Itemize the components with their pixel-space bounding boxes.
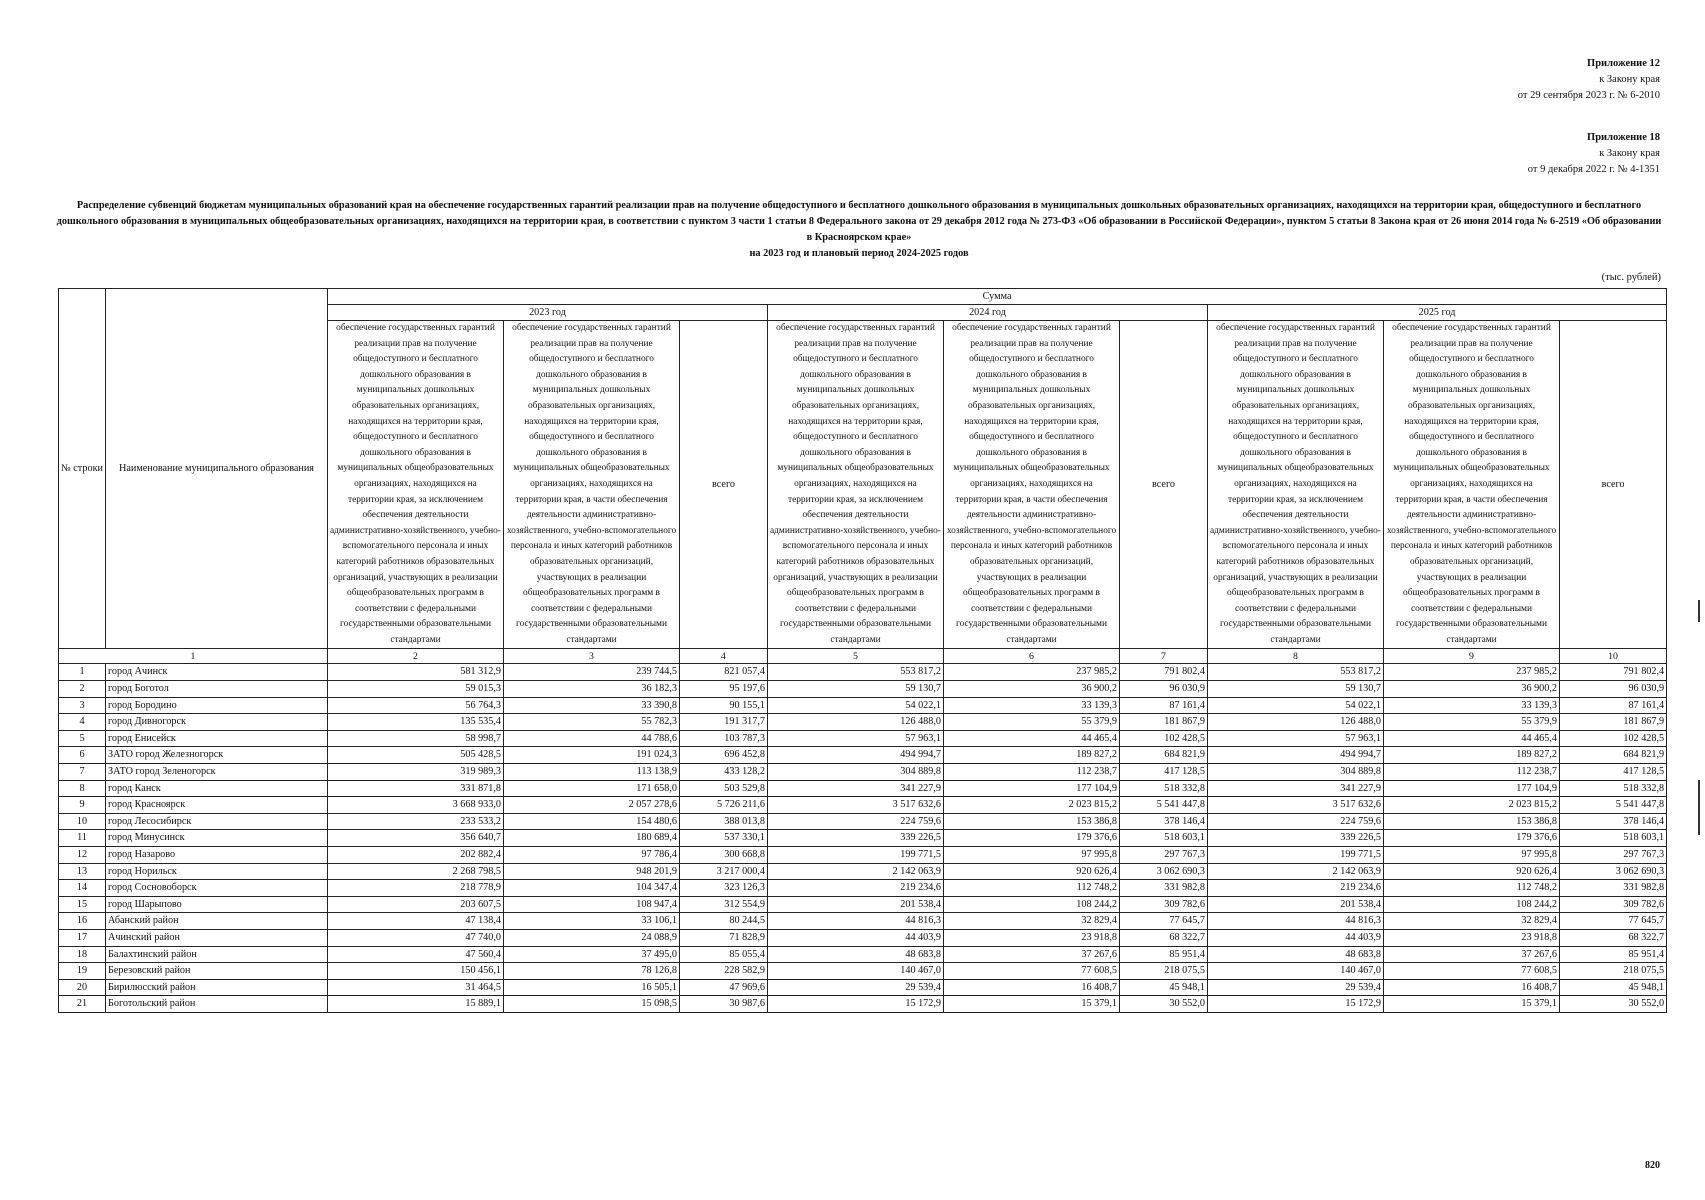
value-cell: 3 217 000,4 [680,863,768,880]
value-cell: 2 142 063,9 [1208,863,1384,880]
value-cell: 68 322,7 [1120,929,1208,946]
value-cell: 16 408,7 [944,979,1120,996]
value-cell: 85 951,4 [1120,946,1208,963]
table-row [59,681,1667,698]
municipality-cell: город Лесосибирск [106,813,328,830]
value-cell: 339 226,5 [768,830,944,847]
table-row [59,996,1667,1013]
value-cell: 5 541 447,8 [1120,797,1208,814]
value-cell: 58 998,7 [328,730,504,747]
appendix-18-title: Приложение 18 [1587,132,1660,143]
value-cell: 304 889,8 [768,764,944,781]
value-cell: 553 817,2 [1208,664,1384,681]
value-cell: 30 552,0 [1120,996,1208,1013]
municipality-cell: город Енисейск [106,730,328,747]
value-cell: 309 782,6 [1560,896,1667,913]
value-cell: 503 529,8 [680,780,768,797]
row-number-cell: 3 [59,697,106,714]
value-cell: 55 782,3 [504,714,680,731]
value-cell: 219 234,6 [1208,880,1384,897]
value-cell: 433 128,2 [680,764,768,781]
value-cell: 309 782,6 [1120,896,1208,913]
table-row [59,963,1667,980]
table-body [59,664,1667,1012]
value-cell: 177 104,9 [944,780,1120,797]
appendix-12-to-law: к Закону края [1599,74,1660,85]
value-cell: 191 024,3 [504,747,680,764]
value-cell: 102 428,5 [1560,730,1667,747]
value-cell: 203 607,5 [328,896,504,913]
value-cell: 33 139,3 [944,697,1120,714]
value-cell: 56 764,3 [328,697,504,714]
value-cell: 44 816,3 [768,913,944,930]
value-cell: 16 408,7 [1384,979,1560,996]
value-cell: 126 488,0 [768,714,944,731]
appendix-12-title: Приложение 12 [1587,58,1660,69]
value-cell: 33 139,3 [1384,697,1560,714]
value-cell: 16 505,1 [504,979,680,996]
table-row [59,813,1667,830]
value-cell: 47 740,0 [328,929,504,946]
value-cell: 3 668 933,0 [328,797,504,814]
header-total: всего [1560,321,1667,649]
municipality-cell: ЗАТО город Зеленогорск [106,764,328,781]
municipality-cell: город Ачинск [106,664,328,681]
value-cell: 180 689,4 [504,830,680,847]
value-cell: 47 138,4 [328,913,504,930]
value-cell: 224 759,6 [1208,813,1384,830]
value-cell: 30 987,6 [680,996,768,1013]
value-cell: 95 197,6 [680,681,768,698]
column-number: 6 [944,649,1120,664]
value-cell: 224 759,6 [768,813,944,830]
document-title: Распределение субвенций бюджетам муниципальных образований края на обеспечение государственных гарантий реализации прав на получение общедоступного и бесплатного дошкольного образования в муниципальных дошкольных образовательных организациях, находящихся на территории края, общедоступного и бесплатного дошкольного образования в муниципальных общеобразовательных организациях, находящихся на территории края, в соответствии с пунктом 3 части 1 статьи 8 Федерального закона от 29 декабря 2012 года № 273-ФЗ «Об образовании в Российской Федерации», пунктом 5 статьи 8 Закона края от 26 июня 2014 года № 6-2519 «Об образовании в Красноярском крае» [56,200,1662,243]
value-cell: 33 390,8 [504,697,680,714]
table-row [59,780,1667,797]
value-cell: 140 467,0 [1208,963,1384,980]
value-cell: 54 022,1 [768,697,944,714]
column-number: 7 [1120,649,1208,664]
value-cell: 112 748,2 [944,880,1120,897]
value-cell: 113 138,9 [504,764,680,781]
table-row [59,863,1667,880]
row-number-cell: 2 [59,681,106,698]
value-cell: 518 603,1 [1560,830,1667,847]
value-cell: 36 182,3 [504,681,680,698]
value-cell: 36 900,2 [1384,681,1560,698]
value-cell: 417 128,5 [1120,764,1208,781]
value-cell: 32 829,4 [1384,913,1560,930]
value-cell: 181 867,9 [1560,714,1667,731]
value-cell: 48 683,8 [768,946,944,963]
municipality-cell: Березовский район [106,963,328,980]
value-cell: 112 748,2 [1384,880,1560,897]
value-cell: 108 244,2 [944,896,1120,913]
row-number-cell: 20 [59,979,106,996]
row-number-cell: 5 [59,730,106,747]
units-label: (тыс. рублей) [1601,272,1661,283]
table-row [59,946,1667,963]
header-row-no: № строки [59,289,106,649]
municipality-cell: город Назарово [106,847,328,864]
value-cell: 15 379,1 [944,996,1120,1013]
value-cell: 553 817,2 [768,664,944,681]
appendix-12-block [1518,56,1660,104]
appendix-18-to-law: к Закону края [1599,148,1660,159]
municipality-cell: Балахтинский район [106,946,328,963]
row-number-cell: 4 [59,714,106,731]
value-cell: 44 465,4 [1384,730,1560,747]
value-cell: 15 098,5 [504,996,680,1013]
value-cell: 57 963,1 [768,730,944,747]
header-desc-a: обеспечение государственных гарантий реализации прав на получение общедоступного и бесплатного дошкольного образования в муниципальных дошкольных образовательных организациях, находящихся на территории края, общедоступного и бесплатного дошкольного образования в муниципальных общеобразовательных организациях, находящихся на территории края, за исключением обеспечения деятельности административно-хозяйственного, учебно-вспомогательного персонала и иных категорий работников образовательных организаций, участвующих в реализации общеобразовательных программ в соответствии с федеральными государственными образовательными стандартами [328,321,504,649]
municipality-cell: город Норильск [106,863,328,880]
row-number-cell: 21 [59,996,106,1013]
margin-mark [1698,600,1700,622]
value-cell: 90 155,1 [680,697,768,714]
column-number: 9 [1384,649,1560,664]
municipality-cell: ЗАТО город Железногорск [106,747,328,764]
value-cell: 199 771,5 [1208,847,1384,864]
value-cell: 44 403,9 [1208,929,1384,946]
value-cell: 312 554,9 [680,896,768,913]
value-cell: 339 226,5 [1208,830,1384,847]
value-cell: 319 989,3 [328,764,504,781]
value-cell: 218 778,9 [328,880,504,897]
value-cell: 177 104,9 [1384,780,1560,797]
value-cell: 378 146,4 [1120,813,1208,830]
value-cell: 37 495,0 [504,946,680,963]
value-cell: 171 658,0 [504,780,680,797]
value-cell: 341 227,9 [768,780,944,797]
table-row [59,880,1667,897]
value-cell: 684 821,9 [1560,747,1667,764]
value-cell: 518 332,8 [1120,780,1208,797]
value-cell: 102 428,5 [1120,730,1208,747]
value-cell: 77 645,7 [1120,913,1208,930]
value-cell: 108 947,4 [504,896,680,913]
value-cell: 29 539,4 [1208,979,1384,996]
column-number-row [59,649,1667,664]
value-cell: 59 015,3 [328,681,504,698]
value-cell: 218 075,5 [1560,963,1667,980]
value-cell: 219 234,6 [768,880,944,897]
value-cell: 237 985,2 [944,664,1120,681]
value-cell: 3 062 690,3 [1120,863,1208,880]
value-cell: 341 227,9 [1208,780,1384,797]
value-cell: 29 539,4 [768,979,944,996]
value-cell: 112 238,7 [944,764,1120,781]
municipality-cell: город Минусинск [106,830,328,847]
appendix-18-block [1528,130,1660,178]
header-year-2024: 2024 год [768,305,1208,321]
value-cell: 201 538,4 [1208,896,1384,913]
table-row [59,979,1667,996]
row-number-cell: 16 [59,913,106,930]
value-cell: 323 126,3 [680,880,768,897]
value-cell: 581 312,9 [328,664,504,681]
value-cell: 2 057 278,6 [504,797,680,814]
column-number: 3 [504,649,680,664]
value-cell: 228 582,9 [680,963,768,980]
municipality-cell: город Дивногорск [106,714,328,731]
value-cell: 388 013,8 [680,813,768,830]
row-number-cell: 9 [59,797,106,814]
value-cell: 3 062 690,3 [1560,863,1667,880]
value-cell: 15 889,1 [328,996,504,1013]
value-cell: 920 626,4 [1384,863,1560,880]
municipality-cell: город Сосновоборск [106,880,328,897]
value-cell: 331 982,8 [1560,880,1667,897]
value-cell: 356 640,7 [328,830,504,847]
table-row [59,847,1667,864]
value-cell: 135 535,4 [328,714,504,731]
column-number: 4 [680,649,768,664]
subvention-table [58,288,1667,1013]
value-cell: 153 386,8 [944,813,1120,830]
value-cell: 2 268 798,5 [328,863,504,880]
value-cell: 32 829,4 [944,913,1120,930]
value-cell: 87 161,4 [1560,697,1667,714]
value-cell: 37 267,6 [944,946,1120,963]
table-row [59,730,1667,747]
value-cell: 36 900,2 [944,681,1120,698]
value-cell: 153 386,8 [1384,813,1560,830]
appendix-18-date: от 9 декабря 2022 г. № 4-1351 [1527,164,1660,175]
table-row [59,714,1667,731]
value-cell: 77 608,5 [944,963,1120,980]
column-number: 5 [768,649,944,664]
value-cell: 218 075,5 [1120,963,1208,980]
value-cell: 518 603,1 [1120,830,1208,847]
value-cell: 31 464,5 [328,979,504,996]
value-cell: 108 244,2 [1384,896,1560,913]
value-cell: 15 172,9 [768,996,944,1013]
value-cell: 181 867,9 [1120,714,1208,731]
value-cell: 948 201,9 [504,863,680,880]
value-cell: 96 030,9 [1120,681,1208,698]
value-cell: 494 994,7 [1208,747,1384,764]
value-cell: 59 130,7 [1208,681,1384,698]
value-cell: 304 889,8 [1208,764,1384,781]
row-number-cell: 15 [59,896,106,913]
table-row [59,764,1667,781]
value-cell: 154 480,6 [504,813,680,830]
header-desc-b: обеспечение государственных гарантий реализации прав на получение общедоступного и бесплатного дошкольного образования в муниципальных дошкольных образовательных организациях, находящихся на территории края, общедоступного и бесплатного дошкольного образования в муниципальных общеобразовательных организациях, находящихся на территории края, в части обеспечения деятельности административно-хозяйственного, учебно-вспомогательного персонала и иных категорий работников образовательных организаций, участвующих в реализации общеобразовательных программ в соответствии с федеральными государственными образовательными стандартами [504,321,680,649]
header-year-2025: 2025 год [1208,305,1667,321]
row-number-cell: 12 [59,847,106,864]
row-number-cell: 1 [59,664,106,681]
value-cell: 23 918,8 [944,929,1120,946]
value-cell: 44 788,6 [504,730,680,747]
value-cell: 179 376,6 [1384,830,1560,847]
value-cell: 44 403,9 [768,929,944,946]
table-row [59,797,1667,814]
column-number: 2 [328,649,504,664]
value-cell: 331 871,8 [328,780,504,797]
table-row [59,896,1667,913]
value-cell: 37 267,6 [1384,946,1560,963]
value-cell: 494 994,7 [768,747,944,764]
value-cell: 300 668,8 [680,847,768,864]
value-cell: 199 771,5 [768,847,944,864]
municipality-cell: город Боготол [106,681,328,698]
value-cell: 85 951,4 [1560,946,1667,963]
municipality-cell: город Канск [106,780,328,797]
header-sum: Сумма [328,289,1667,305]
value-cell: 920 626,4 [944,863,1120,880]
value-cell: 5 541 447,8 [1560,797,1667,814]
appendix-12-date: от 29 сентября 2023 г. № 6-2010 [1517,90,1660,101]
header-total: всего [1120,321,1208,649]
value-cell: 150 456,1 [328,963,504,980]
row-number-cell: 14 [59,880,106,897]
value-cell: 2 142 063,9 [768,863,944,880]
value-cell: 537 330,1 [680,830,768,847]
municipality-cell: Боготольский район [106,996,328,1013]
row-number-cell: 17 [59,929,106,946]
header-total: всего [680,321,768,649]
municipality-cell: Абанский район [106,913,328,930]
row-number-cell: 6 [59,747,106,764]
value-cell: 48 683,8 [1208,946,1384,963]
value-cell: 68 322,7 [1560,929,1667,946]
header-desc-a: обеспечение государственных гарантий реализации прав на получение общедоступного и бесплатного дошкольного образования в муниципальных дошкольных образовательных организациях, находящихся на территории края, общедоступного и бесплатного дошкольного образования в муниципальных общеобразовательных организациях, находящихся на территории края, за исключением обеспечения деятельности административно-хозяйственного, учебно-вспомогательного персонала и иных категорий работников образовательных организаций, участвующих в реализации общеобразовательных программ в соответствии с федеральными государственными образовательными стандартами [1208,321,1384,649]
value-cell: 57 963,1 [1208,730,1384,747]
value-cell: 80 244,5 [680,913,768,930]
value-cell: 239 744,5 [504,664,680,681]
value-cell: 71 828,9 [680,929,768,946]
value-cell: 33 106,1 [504,913,680,930]
value-cell: 179 376,6 [944,830,1120,847]
table-row [59,913,1667,930]
value-cell: 189 827,2 [1384,747,1560,764]
value-cell: 45 948,1 [1560,979,1667,996]
value-cell: 77 608,5 [1384,963,1560,980]
value-cell: 85 055,4 [680,946,768,963]
header-desc-a: обеспечение государственных гарантий реализации прав на получение общедоступного и бесплатного дошкольного образования в муниципальных дошкольных образовательных организациях, находящихся на территории края, общедоступного и бесплатного дошкольного образования в муниципальных общеобразовательных организациях, находящихся на территории края, за исключением обеспечения деятельности административно-хозяйственного, учебно-вспомогательного персонала и иных категорий работников образовательных организаций, участвующих в реализации общеобразовательных программ в соответствии с федеральными государственными образовательными стандартами [768,321,944,649]
header-desc-b: обеспечение государственных гарантий реализации прав на получение общедоступного и бесплатного дошкольного образования в муниципальных дошкольных образовательных организациях, находящихся на территории края, общедоступного и бесплатного дошкольного образования в муниципальных общеобразовательных организациях, находящихся на территории края, в части обеспечения деятельности административно-хозяйственного, учебно-вспомогательного персонала и иных категорий работников образовательных организаций, участвующих в реализации общеобразовательных программ в соответствии с федеральными государственными образовательными стандартами [1384,321,1560,649]
value-cell: 30 552,0 [1560,996,1667,1013]
value-cell: 55 379,9 [944,714,1120,731]
page-number: 820 [1645,1160,1660,1171]
table-row [59,929,1667,946]
value-cell: 87 161,4 [1120,697,1208,714]
value-cell: 417 128,5 [1560,764,1667,781]
value-cell: 5 726 211,6 [680,797,768,814]
row-number-cell: 13 [59,863,106,880]
value-cell: 47 969,6 [680,979,768,996]
value-cell: 55 379,9 [1384,714,1560,731]
value-cell: 821 057,4 [680,664,768,681]
header-year-2023: 2023 год [328,305,768,321]
value-cell: 191 317,7 [680,714,768,731]
value-cell: 331 982,8 [1120,880,1208,897]
value-cell: 103 787,3 [680,730,768,747]
value-cell: 2 023 815,2 [1384,797,1560,814]
value-cell: 23 918,8 [1384,929,1560,946]
header-name: Наименование муниципального образования [106,289,328,649]
table-row [59,830,1667,847]
column-number: 8 [1208,649,1384,664]
value-cell: 140 467,0 [768,963,944,980]
value-cell: 96 030,9 [1560,681,1667,698]
value-cell: 791 802,4 [1560,664,1667,681]
row-number-cell: 8 [59,780,106,797]
value-cell: 791 802,4 [1120,664,1208,681]
document-period: на 2023 год и плановый период 2024-2025 годов [749,248,969,259]
value-cell: 24 088,9 [504,929,680,946]
value-cell: 3 517 632,6 [1208,797,1384,814]
column-number: 1 [59,649,328,664]
table-row [59,747,1667,764]
value-cell: 201 538,4 [768,896,944,913]
value-cell: 2 023 815,2 [944,797,1120,814]
value-cell: 104 347,4 [504,880,680,897]
value-cell: 378 146,4 [1560,813,1667,830]
municipality-cell: город Шарыпово [106,896,328,913]
value-cell: 505 428,5 [328,747,504,764]
value-cell: 47 560,4 [328,946,504,963]
value-cell: 237 985,2 [1384,664,1560,681]
value-cell: 126 488,0 [1208,714,1384,731]
value-cell: 189 827,2 [944,747,1120,764]
value-cell: 97 995,8 [1384,847,1560,864]
municipality-cell: Ачинский район [106,929,328,946]
row-number-cell: 10 [59,813,106,830]
column-number: 10 [1560,649,1667,664]
municipality-cell: Бирилюсский район [106,979,328,996]
value-cell: 97 786,4 [504,847,680,864]
municipality-cell: город Красноярск [106,797,328,814]
row-number-cell: 11 [59,830,106,847]
value-cell: 77 645,7 [1560,913,1667,930]
margin-mark [1698,780,1700,835]
value-cell: 3 517 632,6 [768,797,944,814]
value-cell: 59 130,7 [768,681,944,698]
value-cell: 297 767,3 [1120,847,1208,864]
value-cell: 696 452,8 [680,747,768,764]
value-cell: 202 882,4 [328,847,504,864]
value-cell: 684 821,9 [1120,747,1208,764]
value-cell: 297 767,3 [1560,847,1667,864]
value-cell: 112 238,7 [1384,764,1560,781]
value-cell: 44 816,3 [1208,913,1384,930]
value-cell: 233 533,2 [328,813,504,830]
row-number-cell: 19 [59,963,106,980]
value-cell: 15 379,1 [1384,996,1560,1013]
value-cell: 44 465,4 [944,730,1120,747]
value-cell: 518 332,8 [1560,780,1667,797]
header-desc-b: обеспечение государственных гарантий реализации прав на получение общедоступного и бесплатного дошкольного образования в муниципальных дошкольных образовательных организациях, находящихся на территории края, общедоступного и бесплатного дошкольного образования в муниципальных общеобразовательных организациях, находящихся на территории края, в части обеспечения деятельности административно-хозяйственного, учебно-вспомогательного персонала и иных категорий работников образовательных организаций, участвующих в реализации общеобразовательных программ в соответствии с федеральными государственными образовательными стандартами [944,321,1120,649]
municipality-cell: город Бородино [106,697,328,714]
row-number-cell: 18 [59,946,106,963]
document-title-block [55,198,1663,262]
value-cell: 15 172,9 [1208,996,1384,1013]
row-number-cell: 7 [59,764,106,781]
value-cell: 97 995,8 [944,847,1120,864]
table-row [59,697,1667,714]
table-row [59,664,1667,681]
value-cell: 54 022,1 [1208,697,1384,714]
value-cell: 78 126,8 [504,963,680,980]
value-cell: 45 948,1 [1120,979,1208,996]
